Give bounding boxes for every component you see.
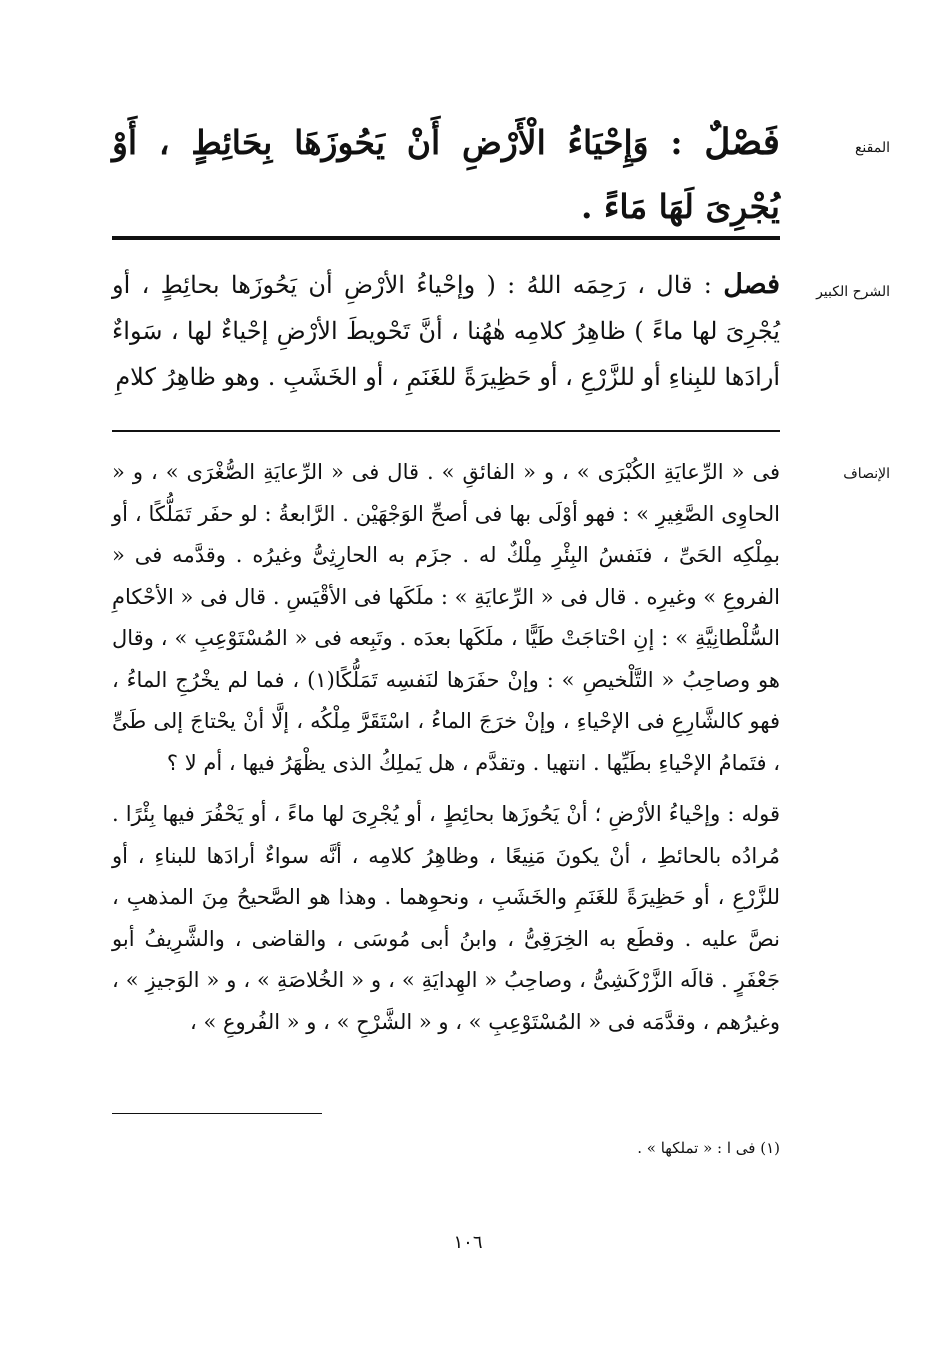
insaf-text-block bbox=[112, 452, 780, 1043]
section-label-muqni: المقنع bbox=[854, 140, 890, 156]
sharh-text-block bbox=[112, 262, 780, 400]
insaf-paragraph-2: قوله : وإحْياءُ الأرْضِ ؛ أنْ يَحُوزَها بحائِطٍ ، أو يُجْرِىَ لها ماءً ، أو يَحْفُرَ فيها بِئْرًا . مُرادُه بالحائطِ ، أنْ يكونَ مَنِيعًا ، وظاهِرُ كلامِه ، أنَّه سواءٌ أرادَها للبناءِ ، أو للزَّرْعِ ، أو حَظِيرَةً للغَنَمِ والخَشَبِ ، ونحوِهما . وهذا هو الصَّحيحُ مِنَ المذهبِ ، نصَّ عليه . وقطَع به الخِرَقِىُّ ، وابنُ أبى مُوسَى ، والقاضى ، والشَّرِيفُ أبو جَعْفَرٍ . قالَه الزَّرْكَشِىُّ ، وصاحِبُ « الهِدايَةِ » ، و « الخُلاصَةِ » ، و « الوَجيزِ » ، وغيرُهم ، وقدَّمَه فى « المُسْتَوْعِبِ » ، و « الشَّرْحِ » ، و « الفُروعِ » ، bbox=[112, 802, 780, 1034]
muqni-text-block bbox=[112, 110, 780, 239]
insaf-paragraph-1: فى « الرِّعايَةِ الكُبْرَى » ، و « الفائقِ » . قال فى « الرِّعايَةِ الصُّغْرَى » ، و « الحاوِى الصَّغِيرِ » : فهو أوْلَى بها فى أصحِّ الوَجْهَيْن . الرَّابعةُ : لو حفَر تَمَلُّكًا ، أو بمِلْكِه الحَىِّ ، فنَفسُ البِئْرِ مِلْكٌ له . جزَم به الحارِثِىُّ وغيرُه . وقدَّمه فى « الفروعِ » وغيرِه . قال فى « الرِّعايَةِ » : ملَكَها فى الأقْيَسِ . قال فى « الأحْكامِ السُّلْطانِيَّةِ » : إنِ احْتاجَتْ طَيًّا ، ملَكَها بعدَه . وتَبِعه فى « المُسْتَوْعِبِ » ، وقال هو وصاحِبُ « التَّلْخيصِ » : وإنْ حفَرَها لنَفسِه تَمَلُّكًا(١) ، فما لم يخْرُجِ الماءُ ، فهو كالشَّارِعِ فى الإحْياءِ ، وإنْ خرَجَ الماءُ ، اسْتَقَرَّ مِلْكُه ، إلَّا أنْ يحْتاجَ إلى طَىٍّ ، فتَمامُ الإحْياءِ بطَيِّها . انتهيا . وتقدَّم ، هل يَملِكُ الذى يظْهَرُ فيها ، أم لا ؟ bbox=[112, 460, 780, 775]
footnote-divider bbox=[112, 1113, 322, 1114]
section-label-sharh: الشرح الكبير bbox=[816, 284, 890, 300]
section-divider-thick bbox=[112, 236, 780, 240]
footnote: (١) فى ا : « تملكها » . bbox=[637, 1139, 780, 1157]
muqni-heading: فَصْلٌ bbox=[704, 121, 780, 163]
sharh-text: : قال ، رَحِمَه اللهُ : ( وإحْياءُ الأرْضِ أن يَحُوزَها بحائِطٍ ، أو يُجْرِىَ لها ماءً ) ظاهِرُ كلامِه هٰهُنا ، أنَّ تَحْويطَ الأرْضِ إحْياءٌ لها ، سَواءٌ أرادَها للبِناءِ أو للزَّرْعِ ، أو حَظِيرَةً للغَنَمِ ، أو الخَشَبِ . وهو ظاهِرُ كلامِ bbox=[112, 271, 780, 391]
page-number: ١٠٦ bbox=[453, 1232, 483, 1253]
sharh-heading: فصل bbox=[723, 269, 780, 300]
section-label-insaf: الإنصاف bbox=[843, 466, 890, 482]
section-divider-thin bbox=[112, 430, 780, 432]
muqni-text: : وَإِحْيَاءُ الْأَرْضِ أَنْ يَحُوزَهَا بِحَائِطٍ ، أَوْ يُجْرِىَ لَهَا مَاءً . bbox=[112, 123, 780, 226]
